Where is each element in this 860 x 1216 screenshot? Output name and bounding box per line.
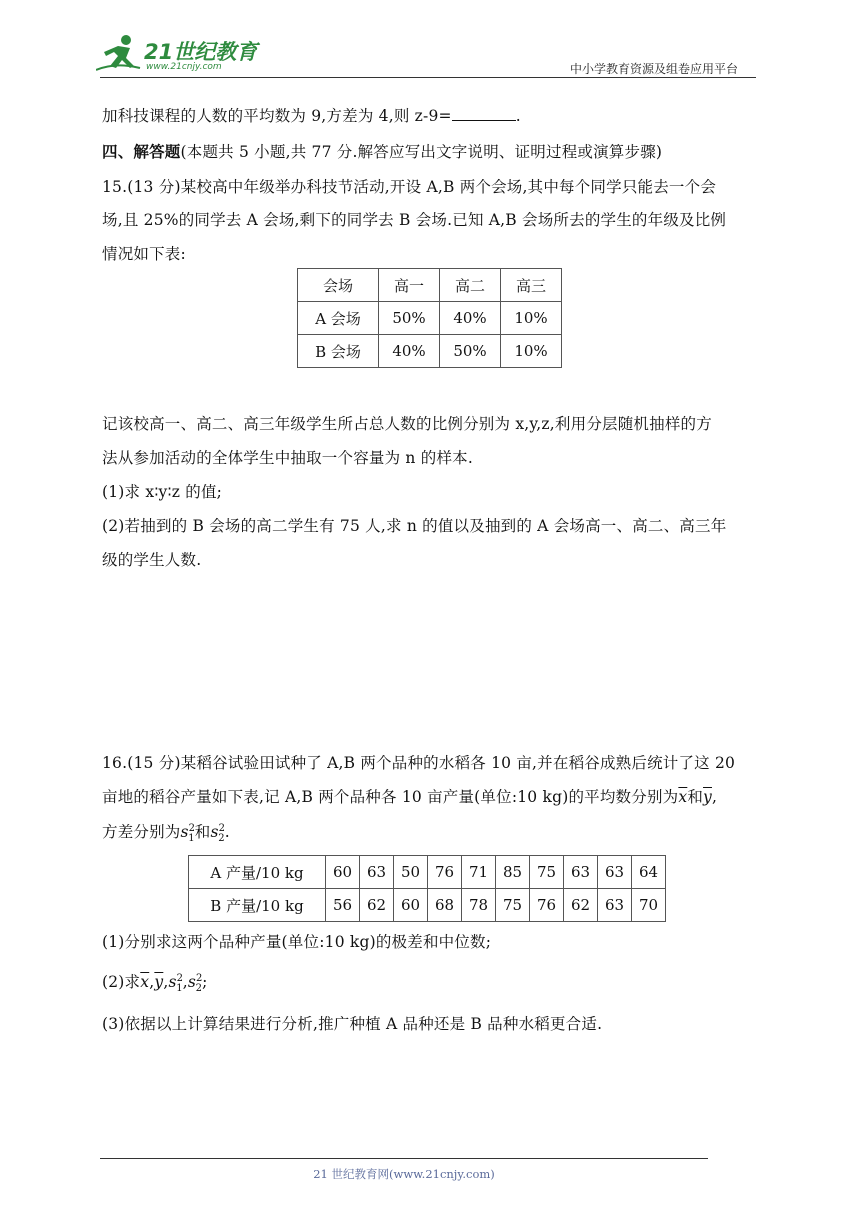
table-cell: 10% xyxy=(501,335,562,368)
header-logo xyxy=(96,34,266,78)
carryover-line: 加科技课程的人数的平均数为 9,方差为 4,则 z-9= . xyxy=(102,107,521,125)
table-cell: 76 xyxy=(530,889,564,922)
q15-line: 场,且 25%的同学去 A 会场,剩下的同学去 B 会场.已知 A,B 会场所去的学生的年级及比例 xyxy=(102,211,727,229)
table-cell: 64 xyxy=(632,856,666,889)
table-cell: 62 xyxy=(360,889,394,922)
table-cell: 63 xyxy=(564,856,598,889)
table-row xyxy=(189,856,666,889)
table-cell: 高二 xyxy=(440,269,501,302)
q15-text: 记该校高一、高二、高三年级学生所占总人数的比例分别为 x,y,z,利用分层随机抽样的方 xyxy=(102,415,712,433)
q15-table xyxy=(297,268,562,368)
q15-text: 级的学生人数. xyxy=(102,551,202,569)
table-row xyxy=(298,302,562,335)
table-cell: 71 xyxy=(462,856,496,889)
footer-link[interactable]: 21 世纪教育网(www.21cnjy.com) xyxy=(313,1167,495,1181)
header-tagline: 中小学教育资源及组卷应用平台 xyxy=(570,62,739,76)
table-cell: A 会场 xyxy=(298,302,379,335)
table-cell: 10% xyxy=(501,302,562,335)
q16-line: 亩地的稻谷产量如下表,记 A,B 两个品种各 10 亩产量(单位:10 kg)的平均数分别为$\overline{x}$和$\overline{y}$, xyxy=(102,788,718,806)
table-cell: 62 xyxy=(564,889,598,922)
table-cell: A 产量/10 kg xyxy=(189,856,326,889)
q16-line: 16.(15 分)某稻谷试验田试种了 A,B 两个品种的水稻各 10 亩,并在稻谷成熟后统计了这 20 xyxy=(102,754,736,772)
q16-subquestion: (3)依据以上计算结果进行分析,推广种植 A 品种还是 B 品种水稻更合适. xyxy=(102,1015,603,1033)
table-cell: 50 xyxy=(394,856,428,889)
table-cell: 70 xyxy=(632,889,666,922)
table-cell: 68 xyxy=(428,889,462,922)
table-cell: 78 xyxy=(462,889,496,922)
table-cell: 76 xyxy=(428,856,462,889)
section-note: (本题共 5 小题,共 77 分.解答应写出文字说明、证明过程或演算步骤) xyxy=(180,143,663,161)
table-row xyxy=(189,889,666,922)
table-cell: 63 xyxy=(360,856,394,889)
q15-subquestion: (2)若抽到的 B 会场的高二学生有 75 人,求 n 的值以及抽到的 A 会场高一、高二、高三年 xyxy=(102,517,727,535)
table-cell: 85 xyxy=(496,856,530,889)
table-cell: 40% xyxy=(379,335,440,368)
q15-subquestion: (1)求 x∶y∶z 的值; xyxy=(102,483,223,501)
table-cell: 56 xyxy=(326,889,360,922)
logo-text: 21世纪教育 xyxy=(144,40,258,64)
table-cell: B 产量/10 kg xyxy=(189,889,326,922)
q16-subquestion: (1)分别求这两个品种产量(单位:10 kg)的极差和中位数; xyxy=(102,933,492,951)
q15-line: 情况如下表: xyxy=(102,245,186,263)
table-cell: 60 xyxy=(326,856,360,889)
answer-blank xyxy=(452,106,516,121)
header-divider xyxy=(100,77,756,78)
table-cell: 50% xyxy=(379,302,440,335)
section-heading xyxy=(102,140,662,162)
table-cell: 63 xyxy=(598,856,632,889)
q15-text: 法从参加活动的全体学生中抽取一个容量为 n 的样本. xyxy=(102,449,473,467)
q16-subquestion: (2)求$\overline{x},\overline{y},s^2_1,s^2_2$; xyxy=(102,972,208,995)
table-cell: 75 xyxy=(530,856,564,889)
q16-line: 方差分别为$s^2_1$和$s^2_2$. xyxy=(102,822,230,845)
section-title: 四、解答题 xyxy=(102,142,181,161)
table-cell: 75 xyxy=(496,889,530,922)
table-cell: 50% xyxy=(440,335,501,368)
table-cell: 高三 xyxy=(501,269,562,302)
table-cell: 会场 xyxy=(298,269,379,302)
q16-table xyxy=(188,855,666,922)
footer-divider xyxy=(100,1158,708,1159)
table-cell: 63 xyxy=(598,889,632,922)
logo-subtext: www.21cnjy.com xyxy=(146,62,222,72)
table-cell: 40% xyxy=(440,302,501,335)
q15-line: 15.(13 分)某校高中年级举办科技节活动,开设 A,B 两个会场,其中每个同学只能去一个会 xyxy=(102,178,717,196)
table-cell: B 会场 xyxy=(298,335,379,368)
table-row xyxy=(298,269,562,302)
runner-logo-icon xyxy=(96,34,142,74)
table-row xyxy=(298,335,562,368)
table-cell: 60 xyxy=(394,889,428,922)
table-cell: 高一 xyxy=(379,269,440,302)
